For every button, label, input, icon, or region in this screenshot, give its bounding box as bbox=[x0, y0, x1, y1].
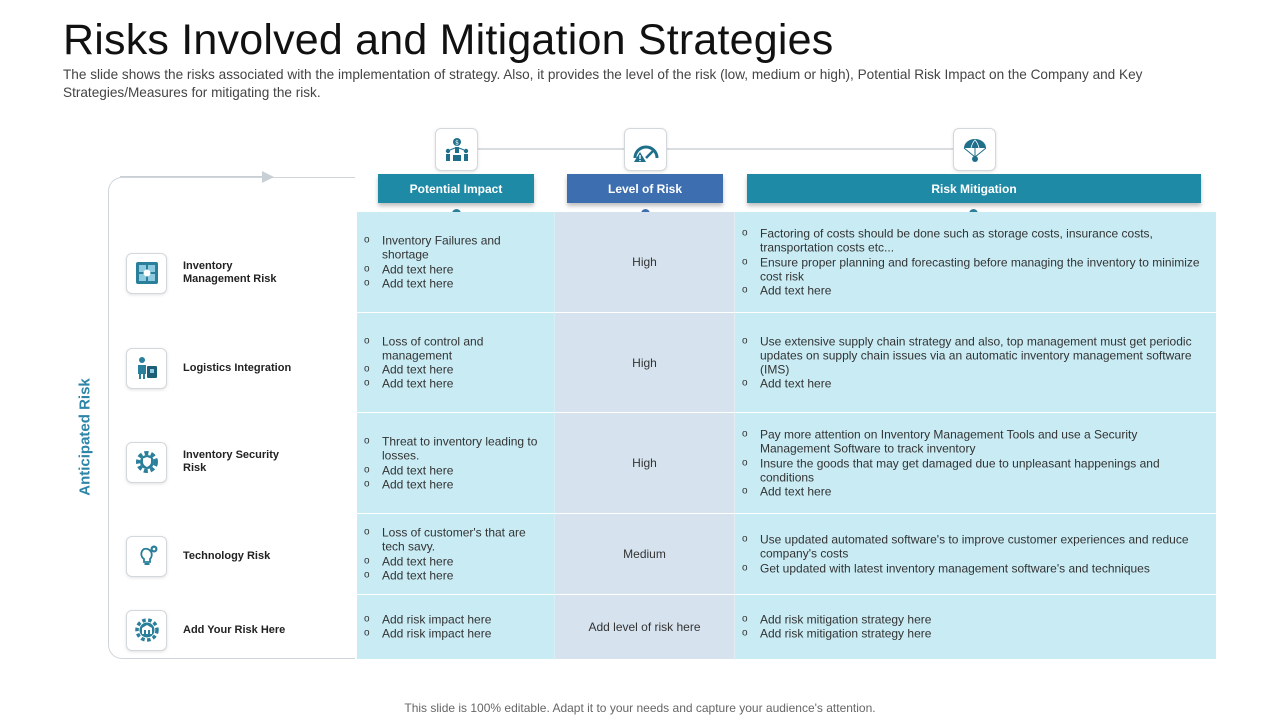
bullet-item bbox=[735, 334, 1216, 377]
bullet-item bbox=[735, 226, 1216, 255]
header-potential-impact: Potential Impact bbox=[378, 174, 534, 203]
slide-subtitle: The slide shows the risks associated with the implementation of strategy. Also, it provides the level of the risk (low, medium or high), Potential Risk Impact on the Company and Key Strategies/Measures for mitigating the risk. bbox=[63, 67, 1143, 100]
bullet-text: Factoring of costs should be done such as storage costs, insurance costs, transportation costs etc... bbox=[760, 226, 1153, 255]
bullet-item bbox=[357, 568, 554, 582]
bullet-icon: o bbox=[364, 277, 370, 289]
bullet-item bbox=[357, 525, 554, 554]
bullet-text: Add text here bbox=[382, 362, 454, 377]
cell-level bbox=[555, 413, 735, 514]
bullet-icon: o bbox=[742, 613, 748, 625]
bullet-item bbox=[735, 377, 1216, 391]
bullet-item bbox=[357, 363, 554, 377]
header-connector-line bbox=[478, 148, 625, 150]
bullet-icon: o bbox=[742, 562, 748, 574]
bullet-item bbox=[357, 627, 554, 641]
bullet-item bbox=[357, 554, 554, 568]
bullet-icon: o bbox=[742, 255, 748, 267]
cell-impact bbox=[357, 313, 555, 413]
frame-arrow-line bbox=[120, 176, 265, 177]
bullet-item bbox=[735, 283, 1216, 297]
header-risk-mitigation: Risk Mitigation bbox=[747, 174, 1201, 203]
bullet-item bbox=[735, 456, 1216, 485]
risk-level-value: High bbox=[632, 255, 657, 269]
bullet-text: Loss of customer's that are tech savy. bbox=[382, 525, 526, 554]
bullet-text: Add text here bbox=[382, 568, 454, 583]
bullet-text: Threat to inventory leading to losses. bbox=[382, 434, 538, 463]
cell-impact bbox=[357, 514, 555, 595]
bullet-item bbox=[735, 613, 1216, 627]
bullet-item bbox=[357, 334, 554, 363]
cell-impact bbox=[357, 413, 555, 514]
bullet-icon: o bbox=[364, 234, 370, 246]
risk-level-value: Add level of risk here bbox=[588, 620, 701, 634]
bullet-text: Pay more attention on Inventory Management Tools and use a Security Management Software to track inventory bbox=[760, 427, 1138, 456]
bullet-icon: o bbox=[742, 334, 748, 346]
bullet-text: Inventory Failures and shortage bbox=[382, 233, 501, 262]
bullet-icon: o bbox=[364, 334, 370, 346]
risk-item-inventory-security bbox=[126, 440, 293, 484]
bullet-item bbox=[357, 233, 554, 262]
header-level-of-risk: Level of Risk bbox=[567, 174, 723, 203]
bullet-item bbox=[357, 477, 554, 491]
gear-shield-icon bbox=[126, 442, 167, 483]
bullet-text: Add text here bbox=[382, 376, 454, 391]
bullet-icon: o bbox=[742, 428, 748, 440]
bullet-icon: o bbox=[364, 628, 370, 639]
bullet-item bbox=[735, 427, 1216, 456]
risk-level-value: High bbox=[632, 456, 657, 470]
bullet-icon: o bbox=[742, 377, 748, 389]
bullet-item bbox=[735, 484, 1216, 498]
risk-label: Logistics Integration bbox=[183, 361, 292, 374]
header-connector-line bbox=[667, 148, 954, 150]
bullet-icon: o bbox=[364, 478, 370, 490]
bullet-text: Ensure proper planning and forecasting before managing the inventory to minimize cost risk bbox=[760, 254, 1200, 284]
risk-item-logistics-integration bbox=[126, 346, 293, 390]
bullet-icon: o bbox=[364, 435, 370, 447]
bullet-text: Add text here bbox=[760, 283, 832, 298]
anticipated-risk-frame bbox=[108, 177, 355, 659]
gauge-warning-icon bbox=[624, 128, 667, 171]
bullet-item bbox=[357, 613, 554, 627]
bullet-text: Add text here bbox=[760, 484, 832, 499]
bullet-item bbox=[735, 561, 1216, 575]
slide-title: Risks Involved and Mitigation Strategies bbox=[63, 16, 834, 64]
cell-mitigation bbox=[735, 313, 1216, 413]
money-people-icon bbox=[435, 128, 478, 171]
cell-mitigation bbox=[735, 413, 1216, 514]
risk-label: Add Your Risk Here bbox=[183, 623, 286, 636]
anticipated-risk-label: Anticipated Risk bbox=[76, 378, 94, 496]
risk-item-add-your-risk bbox=[126, 608, 293, 652]
risk-table bbox=[357, 212, 1216, 660]
bullet-icon: o bbox=[742, 284, 748, 296]
cell-impact bbox=[357, 595, 555, 660]
risk-item-technology bbox=[126, 534, 293, 578]
globe-parachute-icon bbox=[953, 128, 996, 171]
cell-level bbox=[555, 313, 735, 413]
bullet-item bbox=[735, 533, 1216, 562]
bullet-item bbox=[735, 255, 1216, 284]
bullet-item bbox=[357, 276, 554, 290]
bullet-icon: o bbox=[364, 464, 370, 475]
risk-item-inventory-management bbox=[126, 251, 293, 295]
bullet-text: Add text here bbox=[382, 262, 454, 276]
bullet-item bbox=[357, 377, 554, 391]
slide-footer: This slide is 100% editable. Adapt it to your needs and capture your audience's attention. bbox=[404, 701, 876, 715]
bullet-icon: o bbox=[364, 555, 370, 566]
bullet-text: Add text here bbox=[382, 477, 454, 492]
bullet-text: Insure the goods that may get damaged due to unpleasant happenings and conditions bbox=[760, 455, 1160, 485]
bullet-icon: o bbox=[742, 533, 748, 545]
svg-text:$: $ bbox=[454, 139, 459, 146]
arrow-right-icon bbox=[262, 171, 274, 183]
bullet-item bbox=[735, 627, 1216, 641]
risk-level-value: Medium bbox=[623, 547, 666, 561]
bullet-icon: o bbox=[742, 485, 748, 497]
lightbulb-gear-icon bbox=[126, 536, 167, 577]
bullet-text: Add text here bbox=[382, 276, 454, 291]
bullet-item bbox=[357, 262, 554, 276]
bullet-item bbox=[357, 434, 554, 463]
bullet-text: Add risk impact here bbox=[382, 612, 492, 627]
bullet-text: Add risk impact here bbox=[382, 627, 492, 641]
bullet-text: Add risk mitigation strategy here bbox=[760, 612, 932, 627]
inventory-grid-icon bbox=[126, 253, 167, 294]
gear-building-icon bbox=[126, 610, 167, 651]
bullet-text: Add text here bbox=[382, 463, 454, 477]
bullet-text: Use extensive supply chain strategy and also, top management must get periodic updates on supply chain issues via an automatic inventory management software (IMS) bbox=[760, 333, 1192, 377]
bullet-icon: o bbox=[364, 263, 370, 274]
person-box-icon bbox=[126, 348, 167, 389]
bullet-icon: o bbox=[364, 569, 370, 581]
cell-mitigation bbox=[735, 212, 1216, 313]
bullet-icon: o bbox=[364, 377, 370, 389]
bullet-text: Get updated with latest inventory management software's and techniques bbox=[760, 561, 1150, 576]
cell-level bbox=[555, 595, 735, 660]
bullet-item bbox=[357, 463, 554, 477]
bullet-text: Loss of control and management bbox=[382, 333, 484, 363]
cell-mitigation bbox=[735, 595, 1216, 660]
risk-label: Technology Risk bbox=[183, 549, 271, 562]
cell-level bbox=[555, 514, 735, 595]
bullet-text: Add text here bbox=[760, 376, 832, 391]
bullet-text: Add text here bbox=[382, 554, 454, 568]
bullet-text: Add risk mitigation strategy here bbox=[760, 627, 932, 641]
risk-label: Inventory Security Risk bbox=[183, 449, 279, 474]
cell-impact bbox=[357, 212, 555, 313]
bullet-icon: o bbox=[364, 363, 370, 375]
bullet-icon: o bbox=[742, 227, 748, 239]
bullet-icon: o bbox=[364, 613, 370, 625]
risk-label: Inventory Management Risk bbox=[183, 260, 277, 285]
bullet-icon: o bbox=[742, 628, 748, 639]
risk-level-value: High bbox=[632, 355, 657, 370]
cell-level bbox=[555, 212, 735, 313]
cell-mitigation bbox=[735, 514, 1216, 595]
bullet-icon: o bbox=[364, 526, 370, 538]
bullet-text: Use updated automated software's to improve customer experiences and reduce company's costs bbox=[760, 532, 1189, 561]
bullet-icon: o bbox=[742, 456, 748, 468]
